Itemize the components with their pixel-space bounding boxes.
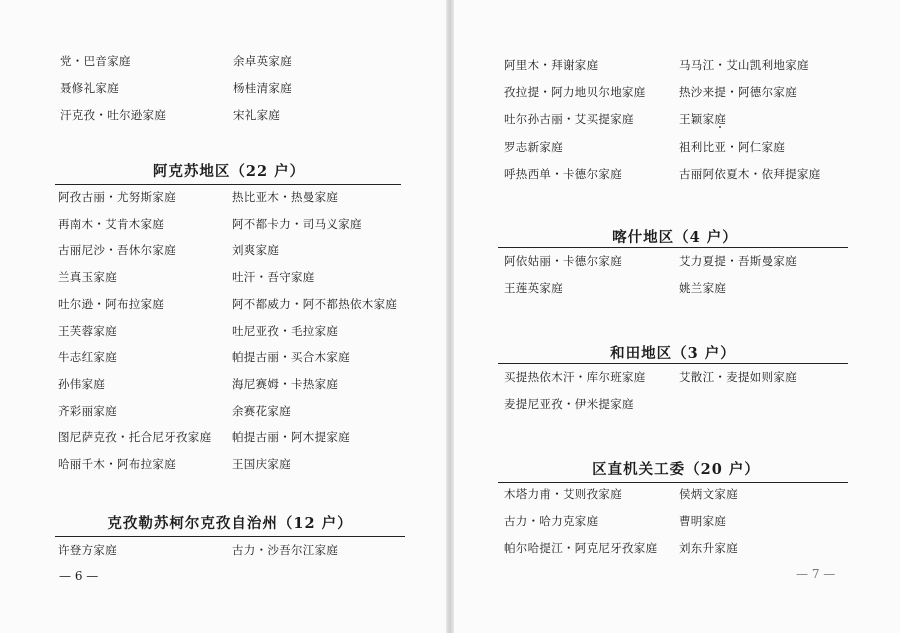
book-gutter (446, 0, 454, 633)
name-entry: 吐尼亚孜・毛拉家庭 (232, 323, 339, 338)
print-speck (719, 126, 721, 128)
name-entry: 刘爽家庭 (232, 243, 280, 258)
name-entry: 帕尔哈提江・阿克尼牙孜家庭 (504, 541, 658, 555)
name-entry: 古丽尼沙・吾休尔家庭 (58, 243, 176, 258)
name-entry: 阿不都卡力・司马义家庭 (232, 216, 362, 231)
name-entry: 余卓英家庭 (233, 54, 292, 68)
name-entry: 图尼萨克孜・托合尼牙孜家庭 (58, 430, 212, 445)
name-entry: 阿里木・拜谢家庭 (504, 58, 599, 72)
name-entry: 王莲英家庭 (504, 281, 563, 295)
name-entry: 帕提古丽・买合木家庭 (232, 350, 350, 365)
name-entry: 吐尔孙古丽・艾买提家庭 (504, 112, 634, 127)
name-entry: 王芙蓉家庭 (58, 323, 117, 338)
section-rule (498, 247, 848, 248)
name-entry: 马马江・艾山凯利地家庭 (679, 58, 809, 72)
name-entry: 汗克孜・吐尔逊家庭 (60, 108, 167, 122)
section-rule (498, 482, 848, 483)
name-entry: 党・巴音家庭 (60, 54, 131, 68)
name-entry: 艾力夏提・吾斯曼家庭 (679, 254, 797, 268)
name-entry: 聂修礼家庭 (60, 81, 119, 95)
name-entry: 帕提古丽・阿木提家庭 (232, 430, 350, 445)
name-entry: 刘东升家庭 (679, 541, 738, 555)
name-entry: 吐汗・吾守家庭 (232, 270, 315, 285)
name-entry: 吐尔逊・阿布拉家庭 (58, 296, 165, 311)
section-heading: 喀什地区（4 户） (612, 229, 738, 246)
name-entry: 祖利比亚・阿仁家庭 (679, 139, 786, 154)
name-entry: 牛志红家庭 (58, 350, 117, 365)
name-entry: 热沙来提・阿德尔家庭 (679, 85, 797, 100)
name-entry: 王国庆家庭 (232, 457, 291, 471)
name-entry: 侯炳文家庭 (679, 487, 738, 501)
section-heading: 区直机关工委（20 户） (592, 461, 760, 478)
section-rule (55, 536, 405, 537)
name-entry: 孙伟家庭 (58, 376, 106, 391)
name-entry: 再南木・艾肯木家庭 (58, 216, 165, 231)
name-entry: 木塔力甫・艾则孜家庭 (504, 487, 622, 501)
left-page (0, 0, 446, 633)
name-entry: 许登方家庭 (58, 543, 117, 557)
section-heading: 克孜勒苏柯尔克孜自治州（12 户） (107, 515, 353, 532)
name-entry: 齐彩丽家庭 (58, 403, 117, 418)
name-entry: 宋礼家庭 (233, 108, 281, 122)
section-heading: 阿克苏地区（22 户） (152, 163, 306, 180)
right-page (454, 0, 900, 633)
name-entry: 兰真玉家庭 (58, 270, 117, 285)
name-entry: 王颖家庭 (679, 112, 727, 127)
name-entry: 阿不都威力・阿不都热依木家庭 (232, 296, 398, 311)
page-number: — 7 — (796, 567, 836, 581)
name-entry: 古丽阿依夏木・依拜提家庭 (679, 166, 821, 181)
name-entry: 阿孜古丽・尤努斯家庭 (58, 190, 176, 204)
name-entry: 热比亚木・热曼家庭 (232, 190, 339, 204)
name-entry: 买提热依木汗・库尔班家庭 (504, 370, 646, 384)
name-entry: 杨桂清家庭 (233, 81, 292, 95)
name-entry: 呼热西单・卡德尔家庭 (504, 166, 622, 181)
name-entry: 阿依姑丽・卡德尔家庭 (504, 254, 622, 268)
section-rule (498, 363, 848, 364)
section-heading: 和田地区（3 户） (610, 345, 736, 362)
name-entry: 罗志新家庭 (504, 139, 563, 154)
name-entry: 曹明家庭 (679, 514, 727, 528)
name-entry: 姚兰家庭 (679, 281, 727, 295)
name-entry: 古力・沙吾尔江家庭 (232, 543, 339, 557)
section-rule (55, 184, 401, 185)
name-entry: 孜拉提・阿力地贝尔地家庭 (504, 85, 646, 100)
name-entry: 艾散江・麦提如则家庭 (679, 370, 797, 384)
name-entry: 古力・哈力克家庭 (504, 514, 599, 528)
name-entry: 麦提尼亚孜・伊米提家庭 (504, 397, 634, 411)
name-entry: 哈丽千木・阿布拉家庭 (58, 457, 176, 471)
name-entry: 海尼赛姆・卡热家庭 (232, 376, 339, 391)
name-entry: 余赛花家庭 (232, 403, 291, 418)
page-number: — 6 — (59, 569, 99, 583)
